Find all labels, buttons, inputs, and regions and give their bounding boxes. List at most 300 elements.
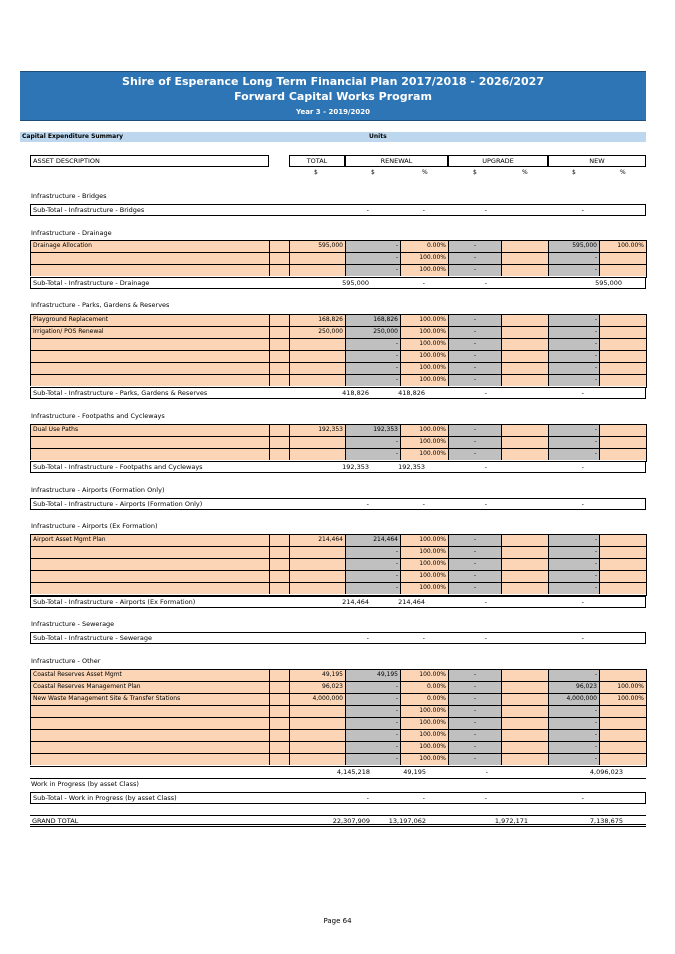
table-cell: [345, 338, 400, 350]
table-cell: [289, 350, 345, 362]
table-row: [30, 669, 646, 681]
subtotal-renewal: 418,826: [398, 389, 425, 397]
header-upgrade: UPGRADE: [448, 155, 548, 167]
table-cell: [548, 424, 599, 436]
subtotal-label: Sub-Total - Work in Progress (by asset Class): [33, 794, 177, 802]
cell-value: -: [594, 254, 597, 261]
table-cell: [30, 326, 269, 338]
cell-value: -: [594, 328, 597, 335]
table-cell: [501, 252, 548, 264]
table-cell: [289, 705, 345, 717]
subtotal-renewal: -: [422, 634, 425, 642]
cell-value: Drainage Allocation: [33, 242, 92, 249]
table-cell: [400, 264, 448, 276]
table-cell: [30, 338, 269, 350]
cell-value: -: [395, 548, 398, 555]
table-row: [30, 240, 646, 252]
table-cell: [599, 314, 646, 326]
cell-value: -: [473, 536, 477, 543]
cell-value: 100.00%: [419, 426, 446, 433]
table-cell: [548, 240, 599, 252]
table-cell: [448, 741, 501, 753]
table-cell: [289, 264, 345, 276]
cell-value: Irrigation/ POS Renewal: [33, 328, 104, 335]
table-cell: [599, 240, 646, 252]
cell-value: New Waste Management Site & Transfer Stations: [33, 695, 181, 702]
cell-value: 100.00%: [419, 536, 446, 543]
table-cell: [448, 448, 501, 460]
subtotal-new: -: [581, 463, 584, 471]
cell-value: -: [594, 352, 597, 359]
table-cell: [269, 326, 289, 338]
table-row: [30, 558, 646, 570]
cell-value: 96,023: [576, 683, 597, 690]
subtotal-new: -: [581, 794, 584, 802]
subtotal-new: -: [581, 500, 584, 508]
subtotal-total: 192,353: [342, 463, 369, 471]
cell-value: -: [594, 731, 597, 738]
table-cell: [289, 252, 345, 264]
cell-value: -: [594, 316, 597, 323]
table-row: [30, 741, 646, 753]
cell-value: -: [473, 364, 477, 371]
table-cell: [269, 240, 289, 252]
cell-value: 214,464: [373, 536, 398, 543]
table-cell: [400, 338, 448, 350]
cell-value: -: [594, 719, 597, 726]
table-cell: [501, 717, 548, 729]
table-cell: [289, 741, 345, 753]
table-cell: [345, 240, 400, 252]
table-cell: [289, 362, 345, 374]
table-cell: [599, 374, 646, 386]
table-cell: [501, 582, 548, 594]
table-cell: [448, 338, 501, 350]
table-cell: [548, 448, 599, 460]
unit-upgrade-pct: %: [522, 169, 528, 176]
table-cell: [345, 729, 400, 741]
table-cell: [599, 741, 646, 753]
cell-value: -: [473, 450, 477, 457]
table-row: [30, 264, 646, 276]
units-label: Units: [369, 133, 387, 140]
cell-value: -: [395, 438, 398, 445]
table-cell: [289, 753, 345, 765]
header-asset: ASSET DESCRIPTION: [30, 155, 269, 167]
cell-value: -: [395, 719, 398, 726]
table-cell: [448, 582, 501, 594]
cell-value: -: [395, 731, 398, 738]
subtotal-row: [30, 632, 646, 644]
table-cell: [599, 252, 646, 264]
table-cell: [289, 338, 345, 350]
header-renewal: RENEWAL: [345, 155, 448, 167]
table-cell: [548, 374, 599, 386]
cell-value: 100.00%: [419, 707, 446, 714]
header-total: TOTAL: [289, 155, 345, 167]
cell-value: 168,826: [318, 316, 343, 323]
table-cell: [345, 314, 400, 326]
table-cell: [289, 546, 345, 558]
table-cell: [448, 314, 501, 326]
subtotal-upgrade: -: [484, 206, 487, 214]
table-cell: [345, 582, 400, 594]
subtotal-total: 4,145,218: [336, 768, 370, 776]
cell-value: -: [473, 316, 477, 323]
subtotal-total: -: [366, 500, 369, 508]
table-cell: [30, 570, 269, 582]
table-cell: [269, 424, 289, 436]
cell-value: -: [473, 707, 477, 714]
table-cell: [289, 240, 345, 252]
table-cell: [448, 240, 501, 252]
table-cell: [501, 729, 548, 741]
subtotal-total: -: [366, 794, 369, 802]
grand-total-new: 7,138,675: [589, 817, 623, 825]
subtotal-row: [30, 498, 646, 510]
subtotal-new: -: [581, 206, 584, 214]
cell-value: -: [395, 352, 398, 359]
unit-renewal-pct: %: [422, 169, 428, 176]
table-cell: [345, 424, 400, 436]
table-cell: [269, 753, 289, 765]
table-cell: [448, 362, 501, 374]
table-cell: [548, 264, 599, 276]
table-cell: [400, 570, 448, 582]
table-cell: [548, 717, 599, 729]
cell-value: Dual Use Paths: [33, 426, 79, 433]
table-cell: [599, 729, 646, 741]
table-cell: [448, 558, 501, 570]
subtotal-renewal: 214,464: [398, 598, 425, 606]
subtotal-upgrade: -: [484, 500, 487, 508]
cell-value: 100.00%: [419, 376, 446, 383]
cell-value: -: [594, 584, 597, 591]
table-cell: [448, 374, 501, 386]
table-cell: [448, 693, 501, 705]
cell-value: -: [594, 671, 597, 678]
section-title: Infrastructure - Footpaths and Cycleways: [31, 412, 165, 420]
summary-bar: [20, 132, 646, 142]
subtotal-upgrade: -: [485, 768, 488, 776]
table-cell: [269, 448, 289, 460]
cell-value: 100.00%: [419, 548, 446, 555]
cell-value: -: [395, 560, 398, 567]
subtotal-label: Sub-Total - Infrastructure - Footpaths and Cycleways: [33, 463, 203, 471]
page-number: Page 64: [323, 917, 352, 925]
cell-value: -: [395, 695, 398, 702]
table-cell: [501, 314, 548, 326]
cell-value: 595,000: [318, 242, 343, 249]
table-cell: [269, 436, 289, 448]
table-cell: [345, 693, 400, 705]
table-cell: [548, 314, 599, 326]
table-cell: [30, 362, 269, 374]
cell-value: -: [473, 438, 477, 445]
table-cell: [548, 582, 599, 594]
cell-value: -: [594, 560, 597, 567]
table-cell: [599, 753, 646, 765]
cell-value: Airport Asset Mgmt Plan: [33, 536, 106, 543]
table-cell: [345, 264, 400, 276]
subtotal-renewal: -: [422, 500, 425, 508]
table-cell: [400, 448, 448, 460]
table-cell: [448, 546, 501, 558]
table-row: [30, 374, 646, 386]
cell-value: 100.00%: [419, 316, 446, 323]
table-cell: [501, 436, 548, 448]
table-cell: [400, 753, 448, 765]
table-cell: [501, 534, 548, 546]
table-row: [30, 693, 646, 705]
cell-value: 100.00%: [419, 755, 446, 762]
table-cell: [548, 693, 599, 705]
table-row: [30, 326, 646, 338]
table-cell: [289, 436, 345, 448]
table-cell: [289, 558, 345, 570]
table-cell: [30, 681, 269, 693]
cell-value: -: [395, 707, 398, 714]
table-cell: [548, 729, 599, 741]
section-title: Infrastructure - Bridges: [31, 192, 107, 200]
table-cell: [400, 362, 448, 374]
table-row: [30, 534, 646, 546]
table-cell: [30, 753, 269, 765]
table-cell: [400, 252, 448, 264]
subtotal-label: Sub-Total - Infrastructure - Airports (Formation Only): [33, 500, 203, 508]
table-cell: [345, 558, 400, 570]
table-cell: [269, 705, 289, 717]
subtotal-total: 214,464: [342, 598, 369, 606]
table-cell: [345, 326, 400, 338]
table-cell: [448, 729, 501, 741]
table-cell: [345, 753, 400, 765]
cell-value: 595,000: [572, 242, 597, 249]
cell-value: -: [395, 450, 398, 457]
table-cell: [400, 558, 448, 570]
table-cell: [345, 350, 400, 362]
subtotal-row: [30, 387, 646, 399]
table-cell: [548, 741, 599, 753]
cell-value: -: [473, 719, 477, 726]
table-cell: [400, 582, 448, 594]
table-cell: [548, 350, 599, 362]
table-cell: [548, 705, 599, 717]
table-cell: [400, 717, 448, 729]
table-cell: [269, 729, 289, 741]
cell-value: -: [473, 755, 477, 762]
cell-value: -: [473, 731, 477, 738]
table-cell: [448, 326, 501, 338]
table-cell: [599, 717, 646, 729]
table-cell: [501, 338, 548, 350]
cell-value: -: [395, 584, 398, 591]
cell-value: 100.00%: [419, 438, 446, 445]
table-cell: [448, 570, 501, 582]
table-cell: [400, 350, 448, 362]
table-row: [30, 582, 646, 594]
section-title: Infrastructure - Sewerage: [31, 620, 115, 628]
table-cell: [30, 424, 269, 436]
cell-value: 100.00%: [419, 450, 446, 457]
cell-value: Coastal Reserves Management Plan: [33, 683, 141, 690]
table-cell: [400, 546, 448, 558]
cell-value: 49,195: [322, 671, 343, 678]
cell-value: 100.00%: [617, 242, 644, 249]
section-title: Infrastructure - Drainage: [31, 229, 112, 237]
table-cell: [269, 314, 289, 326]
table-row: [30, 729, 646, 741]
table-cell: [30, 546, 269, 558]
cell-value: 0.00%: [426, 242, 446, 249]
table-cell: [345, 705, 400, 717]
table-cell: [30, 240, 269, 252]
table-cell: [269, 252, 289, 264]
grand-total-label: GRAND TOTAL: [32, 817, 79, 825]
table-cell: [30, 705, 269, 717]
cell-value: 214,464: [318, 536, 343, 543]
report-title: Shire of Esperance Long Term Financial Plan 2017/2018 - 2026/2027: [122, 75, 544, 88]
table-cell: [548, 558, 599, 570]
cell-value: 250,000: [318, 328, 343, 335]
table-cell: [289, 326, 345, 338]
subtotal-renewal: 192,353: [398, 463, 425, 471]
table-cell: [269, 350, 289, 362]
table-cell: [289, 669, 345, 681]
subtotal-upgrade: -: [484, 794, 487, 802]
cell-value: -: [473, 743, 477, 750]
table-cell: [345, 717, 400, 729]
table-cell: [289, 570, 345, 582]
header-new: NEW: [548, 155, 646, 167]
unit-upgrade: $: [473, 169, 477, 176]
table-cell: [501, 741, 548, 753]
cell-value: -: [395, 572, 398, 579]
table-cell: [599, 669, 646, 681]
subtotal-row: [30, 277, 646, 289]
cell-value: 192,353: [318, 426, 343, 433]
cell-value: -: [473, 671, 477, 678]
cell-value: -: [473, 683, 477, 690]
cell-value: 100.00%: [419, 719, 446, 726]
table-cell: [400, 741, 448, 753]
cell-value: -: [395, 376, 398, 383]
subtotal-new: 595,000: [595, 279, 622, 287]
table-cell: [345, 374, 400, 386]
cell-value: -: [594, 426, 597, 433]
cell-value: Coastal Reserves Asset Mgmt: [33, 671, 122, 678]
cell-value: -: [594, 450, 597, 457]
table-cell: [269, 681, 289, 693]
table-cell: [269, 338, 289, 350]
table-cell: [548, 570, 599, 582]
cell-value: 100.00%: [419, 572, 446, 579]
table-cell: [448, 717, 501, 729]
cell-value: -: [594, 572, 597, 579]
cell-value: -: [594, 364, 597, 371]
cell-value: -: [594, 743, 597, 750]
cell-value: 49,195: [377, 671, 398, 678]
table-cell: [448, 350, 501, 362]
table-cell: [501, 374, 548, 386]
table-cell: [30, 252, 269, 264]
cell-value: -: [473, 352, 477, 359]
table-row: [30, 362, 646, 374]
cell-value: -: [473, 548, 477, 555]
grand-total-renewal: 13,197,062: [388, 817, 426, 825]
table-cell: [30, 669, 269, 681]
table-cell: [548, 753, 599, 765]
table-cell: [599, 693, 646, 705]
table-cell: [448, 436, 501, 448]
table-cell: [289, 374, 345, 386]
table-cell: [289, 681, 345, 693]
table-cell: [548, 436, 599, 448]
table-cell: [30, 717, 269, 729]
subtotal-upgrade: -: [484, 463, 487, 471]
cell-value: 100.00%: [419, 352, 446, 359]
cell-value: -: [594, 266, 597, 273]
table-cell: [400, 669, 448, 681]
cell-value: -: [594, 340, 597, 347]
subtotal-label: Sub-Total - Infrastructure - Sewerage: [33, 634, 152, 642]
table-cell: [30, 314, 269, 326]
table-cell: [548, 338, 599, 350]
table-cell: [289, 424, 345, 436]
table-row: [30, 681, 646, 693]
table-cell: [269, 693, 289, 705]
table-cell: [30, 741, 269, 753]
table-cell: [599, 534, 646, 546]
table-cell: [599, 350, 646, 362]
subtotal-new: -: [581, 634, 584, 642]
cell-value: -: [395, 266, 398, 273]
table-cell: [448, 264, 501, 276]
table-cell: [599, 436, 646, 448]
table-row: [30, 252, 646, 264]
table-cell: [289, 693, 345, 705]
cell-value: -: [473, 695, 477, 702]
table-cell: [269, 717, 289, 729]
cell-value: 100.00%: [419, 584, 446, 591]
table-cell: [501, 264, 548, 276]
subtotal-row: [30, 792, 646, 804]
cell-value: -: [473, 560, 477, 567]
table-cell: [448, 534, 501, 546]
table-cell: [501, 753, 548, 765]
table-cell: [345, 252, 400, 264]
table-cell: [30, 264, 269, 276]
cell-value: -: [594, 536, 597, 543]
cell-value: 0.00%: [426, 695, 446, 702]
report-year: Year 3 - 2019/2020: [296, 108, 370, 116]
table-cell: [501, 693, 548, 705]
section-title: Infrastructure - Airports (Formation Only): [31, 486, 165, 494]
table-cell: [448, 681, 501, 693]
table-cell: [599, 448, 646, 460]
cell-value: -: [473, 254, 477, 261]
section-title: Infrastructure - Other: [31, 657, 101, 665]
table-cell: [599, 424, 646, 436]
table-cell: [501, 558, 548, 570]
table-cell: [269, 264, 289, 276]
subtotal-label: Sub-Total - Infrastructure - Parks, Gardens & Reserves: [33, 389, 208, 397]
table-cell: [501, 362, 548, 374]
table-cell: [501, 424, 548, 436]
table-cell: [289, 582, 345, 594]
table-cell: [30, 374, 269, 386]
cell-value: 100.00%: [419, 671, 446, 678]
